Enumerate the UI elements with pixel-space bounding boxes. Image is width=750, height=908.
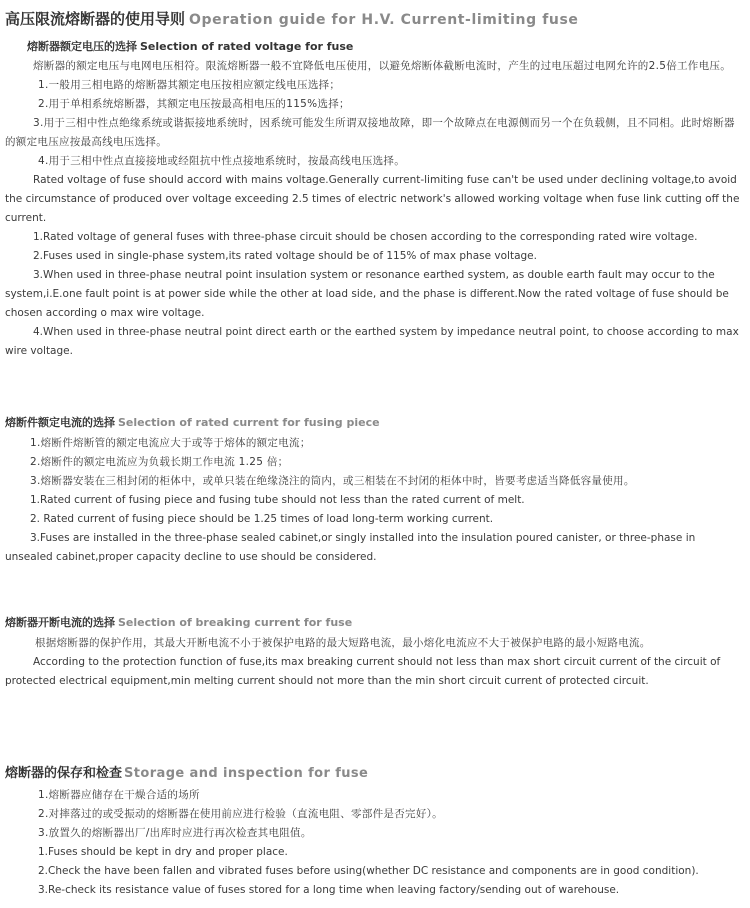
storage-heading [5, 762, 742, 784]
voltage-item-cn: 1.一般用三相电路的熔断器其额定电压按相应额定线电压选择； [38, 79, 341, 91]
current-item-cn: 3.熔断器安装在三相封闭的柜体中，或单只装在绝缘浇注的筒内，或三相装在不封闭的柜体中时，皆要考虑适当降低容量使用。 [30, 475, 635, 487]
storage-item-en: 2.Check the have been fallen and vibrated fuses before using(whether DC resistance and components are in good condition). [38, 865, 699, 877]
voltage-heading-cn: 熔断器额定电压的选择 [27, 40, 137, 53]
storage-item-en: 1.Fuses should be kept in dry and proper place. [38, 846, 288, 858]
current-item-en: 2. Rated current of fusing piece should be 1.25 times of load long-term working current. [30, 513, 494, 525]
storage-item-en: 3.Re-check its resistance value of fuses stored for a long time when leaving factory/sending out of warehouse. [38, 884, 620, 896]
current-item-cn: 1.熔断件熔断管的额定电流应大于或等于熔体的额定电流； [30, 437, 311, 449]
breaking-text-en: According to the protection function of fuse,its max breaking current should not less than max short circuit current of the circuit of protected electrical equipment,min melting current should not more than the min short circuit current of protected circuit. [5, 656, 721, 687]
voltage-item-cn: 4.用于三相中性点直接接地或经阻抗中性点接地系统时，按最高线电压选择。 [38, 155, 406, 167]
current-item-en: 3.Fuses are installed in the three-phase sealed cabinet,or singly installed into the insulation poured canister, or three-phase in unsealed cabinet,proper capacity decline to use should be considered. [5, 532, 696, 563]
current-heading-cn: 熔断件额定电流的选择 [5, 416, 115, 429]
voltage-item-en: 2.Fuses used in single-phase system,its rated voltage should be of 115% of max phase voltage. [33, 250, 537, 262]
breaking-heading [5, 612, 742, 632]
voltage-section [5, 36, 742, 361]
storage-item-cn: 3.放置久的熔断器出厂/出库时应进行再次检查其电阻值。 [38, 827, 312, 839]
current-item-en: 1.Rated current of fusing piece and fusing tube should not less than the rated current of melt. [30, 494, 525, 506]
storage-heading-en: Storage and inspection for fuse [124, 766, 369, 781]
voltage-intro-cn: 熔断器的额定电压与电网电压相符。限流熔断器一般不宜降低电压使用，以避免熔断体截断电流时，产生的过电压超过电网允许的2.5倍工作电压。 [33, 60, 731, 72]
page-title-en: Operation guide for H.V. Current-limiting fuse [189, 12, 579, 28]
breaking-heading-cn: 熔断器开断电流的选择 [5, 616, 115, 629]
voltage-item-en: 4.When used in three-phase neutral point direct earth or the earthed system by impedance neutral point, to choose according to max wire voltage. [5, 326, 739, 357]
voltage-heading [5, 36, 742, 56]
breaking-section [5, 612, 742, 691]
voltage-item-en: 3.When used in three-phase neutral point insulation system or resonance earthed system, as double earth fault may occur to the system,i.E.one fault point is at power side while the other at load side, and the phase is different.Now the rated voltage of fuse should be chosen according o max wire voltage. [5, 269, 729, 319]
storage-heading-cn: 熔断器的保存和检查 [5, 766, 123, 781]
page-title-cn: 高压限流熔断器的使用导则 [5, 10, 186, 28]
voltage-intro-en: Rated voltage of fuse should accord with mains voltage.Generally current-limiting fuse can't be used under declining voltage,to avoid the circumstance of produced over voltage exceeding 2.5 times of electric network's allowed working voltage when fuse link cutting off the current. [5, 174, 740, 224]
page-title [5, 8, 579, 29]
breaking-heading-en: Selection of breaking current for fuse [118, 616, 353, 629]
storage-section [5, 762, 742, 900]
voltage-heading-en: Selection of rated voltage for fuse [140, 40, 354, 53]
current-section [5, 412, 742, 567]
current-heading [5, 412, 742, 432]
voltage-item-cn: 2.用于单相系统熔断器，其额定电压按最高相电压的115%选择； [38, 98, 350, 110]
voltage-item-cn: 3.用于三相中性点绝缘系统或谐振接地系统时，因系统可能发生所谓双接地故障，即一个故障点在电源侧而另一个在负载侧，且不同相。此时熔断器的额定电压应按最高线电压选择。 [5, 117, 735, 148]
voltage-item-en: 1.Rated voltage of general fuses with three-phase circuit should be chosen according to the corresponding rated wire voltage. [33, 231, 698, 243]
current-heading-en: Selection of rated current for fusing piece [118, 416, 380, 429]
storage-item-cn: 2.对摔落过的或受振动的熔断器在使用前应进行检验（直流电阻、零部件是否完好）。 [38, 808, 443, 820]
storage-item-cn: 1.熔断器应储存在干燥合适的场所 [38, 789, 200, 801]
current-item-cn: 2.熔断件的额定电流应为负载长期工作电流 1.25 倍； [30, 456, 289, 468]
breaking-text-cn: 根据熔断器的保护作用，其最大开断电流不小于被保护电路的最大短路电流，最小熔化电流应不大于被保护电路的最小短路电流。 [35, 637, 651, 649]
